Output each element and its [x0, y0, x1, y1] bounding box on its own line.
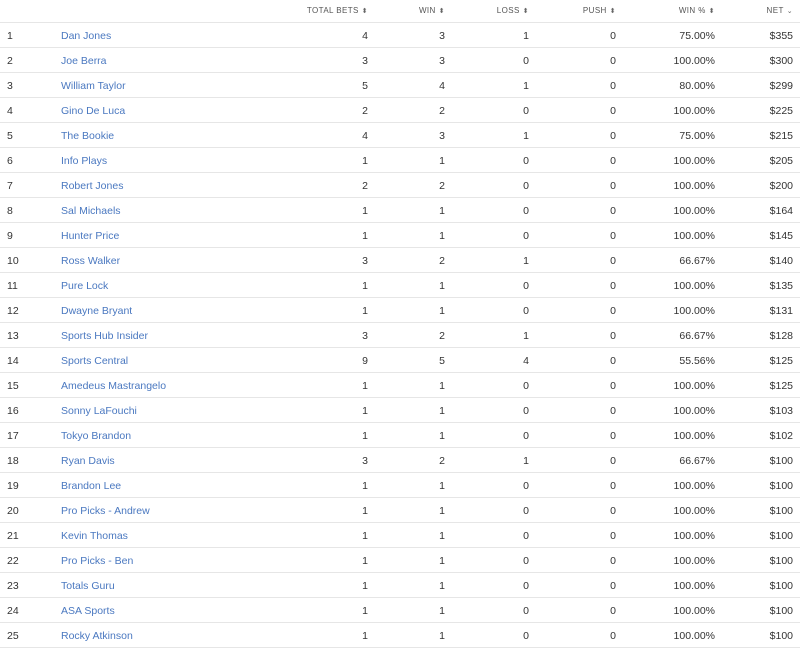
- win-cell: 1: [439, 155, 445, 167]
- tipster-name-link[interactable]: Ryan Davis: [61, 455, 115, 467]
- win-cell: 3: [439, 30, 445, 42]
- win-cell: 1: [439, 430, 445, 442]
- rank-cell: 23: [7, 580, 19, 592]
- tipster-name-link[interactable]: Sports Hub Insider: [61, 330, 148, 342]
- total-bets-cell: 3: [362, 55, 368, 67]
- win-pct-cell: 66.67%: [679, 255, 715, 267]
- push-cell: 0: [610, 155, 616, 167]
- table-row[interactable]: [0, 123, 800, 148]
- win-pct-cell: 100.00%: [673, 530, 715, 542]
- win-cell: 2: [439, 330, 445, 342]
- sort-icon: ⬍: [522, 8, 529, 15]
- total-bets-cell: 1: [362, 580, 368, 592]
- win-pct-cell: 100.00%: [673, 230, 715, 242]
- win-pct-cell: 55.56%: [679, 355, 715, 367]
- net-cell: $125: [769, 380, 793, 392]
- win-pct-cell: 75.00%: [679, 130, 715, 142]
- tipster-name-link[interactable]: Rocky Atkinson: [61, 630, 133, 642]
- table-row[interactable]: [0, 448, 800, 473]
- win-cell: 5: [439, 355, 445, 367]
- push-cell: 0: [610, 430, 616, 442]
- push-cell: 0: [610, 480, 616, 492]
- rank-cell: 20: [7, 505, 19, 517]
- push-cell: 0: [610, 230, 616, 242]
- column-header-label: WIN: [418, 6, 436, 15]
- table-row[interactable]: [0, 273, 800, 298]
- loss-cell: 0: [523, 530, 529, 542]
- net-cell: $164: [769, 205, 793, 217]
- push-cell: 0: [610, 505, 616, 517]
- push-cell: 0: [610, 630, 616, 642]
- net-cell: $100: [769, 555, 793, 567]
- win-cell: 1: [439, 505, 445, 517]
- total-bets-cell: 1: [362, 555, 368, 567]
- total-bets-cell: 2: [362, 105, 368, 117]
- total-bets-cell: 1: [362, 480, 368, 492]
- push-cell: 0: [610, 30, 616, 42]
- win-cell: 1: [439, 605, 445, 617]
- column-header-total-bets[interactable]: [307, 6, 368, 15]
- win-cell: 1: [439, 480, 445, 492]
- loss-cell: 0: [523, 555, 529, 567]
- total-bets-cell: 4: [362, 130, 368, 142]
- total-bets-cell: 1: [362, 205, 368, 217]
- total-bets-cell: 1: [362, 230, 368, 242]
- net-cell: $145: [769, 230, 793, 242]
- table-row[interactable]: [0, 548, 800, 573]
- table-row[interactable]: [0, 173, 800, 198]
- tipster-name-link[interactable]: Info Plays: [61, 155, 108, 167]
- rank-cell: 19: [7, 480, 19, 492]
- table-row[interactable]: [0, 498, 800, 523]
- tipster-name-link[interactable]: Pro Picks - Ben: [61, 555, 134, 567]
- win-pct-cell: 100.00%: [673, 480, 715, 492]
- table-row[interactable]: [0, 298, 800, 323]
- loss-cell: 0: [523, 380, 529, 392]
- rank-cell: 9: [7, 230, 13, 242]
- net-cell: $125: [769, 355, 793, 367]
- table-row[interactable]: [0, 398, 800, 423]
- win-cell: 2: [439, 255, 445, 267]
- rank-cell: 1: [7, 30, 13, 42]
- rank-cell: 12: [7, 305, 19, 317]
- loss-cell: 0: [523, 430, 529, 442]
- win-cell: 1: [439, 380, 445, 392]
- win-pct-cell: 100.00%: [673, 605, 715, 617]
- rank-cell: 22: [7, 555, 19, 567]
- win-pct-cell: 66.67%: [679, 455, 715, 467]
- push-cell: 0: [610, 580, 616, 592]
- total-bets-cell: 1: [362, 155, 368, 167]
- net-cell: $135: [769, 280, 793, 292]
- net-cell: $100: [769, 505, 793, 517]
- loss-cell: 1: [523, 255, 529, 267]
- win-pct-cell: 66.67%: [679, 330, 715, 342]
- net-cell: $299: [769, 80, 793, 92]
- column-header-loss[interactable]: [497, 6, 529, 15]
- win-cell: 1: [439, 630, 445, 642]
- loss-cell: 4: [523, 355, 529, 367]
- win-pct-cell: 100.00%: [673, 580, 715, 592]
- tipster-name-link[interactable]: Joe Berra: [61, 55, 107, 67]
- rank-cell: 4: [7, 105, 13, 117]
- win-pct-cell: 100.00%: [673, 280, 715, 292]
- column-header-win-pct[interactable]: [679, 6, 715, 15]
- sort-desc-icon: ⌄: [786, 8, 793, 15]
- net-cell: $131: [769, 305, 793, 317]
- total-bets-cell: 3: [362, 455, 368, 467]
- tipster-name-link[interactable]: Brandon Lee: [61, 480, 122, 492]
- win-pct-cell: 100.00%: [673, 205, 715, 217]
- rank-cell: 24: [7, 605, 19, 617]
- net-cell: $100: [769, 605, 793, 617]
- column-header-push[interactable]: [583, 6, 616, 15]
- table-row[interactable]: [0, 98, 800, 123]
- rank-cell: 2: [7, 55, 13, 67]
- rank-cell: 18: [7, 455, 19, 467]
- sort-icon: ⬍: [708, 8, 715, 15]
- table-row[interactable]: [0, 323, 800, 348]
- net-cell: $140: [769, 255, 793, 267]
- net-cell: $100: [769, 630, 793, 642]
- net-cell: $100: [769, 455, 793, 467]
- total-bets-cell: 3: [362, 330, 368, 342]
- column-header-net[interactable]: [767, 6, 793, 15]
- net-cell: $100: [769, 530, 793, 542]
- tipster-name-link[interactable]: Dan Jones: [61, 30, 112, 42]
- push-cell: 0: [610, 555, 616, 567]
- total-bets-cell: 1: [362, 380, 368, 392]
- win-pct-cell: 80.00%: [679, 80, 715, 92]
- rank-cell: 13: [7, 330, 19, 342]
- win-pct-cell: 100.00%: [673, 380, 715, 392]
- tipster-name-link[interactable]: The Bookie: [61, 130, 115, 142]
- push-cell: 0: [610, 380, 616, 392]
- push-cell: 0: [610, 280, 616, 292]
- win-cell: 2: [439, 455, 445, 467]
- loss-cell: 0: [523, 580, 529, 592]
- loss-cell: 0: [523, 180, 529, 192]
- table-row[interactable]: [0, 248, 800, 273]
- table-row[interactable]: [0, 223, 800, 248]
- tipster-name-link[interactable]: Dwayne Bryant: [61, 305, 133, 317]
- loss-cell: 0: [523, 155, 529, 167]
- win-pct-cell: 100.00%: [673, 555, 715, 567]
- total-bets-cell: 2: [362, 180, 368, 192]
- tipster-name-link[interactable]: Kevin Thomas: [61, 530, 128, 542]
- table-row[interactable]: [0, 148, 800, 173]
- win-pct-cell: 75.00%: [679, 30, 715, 42]
- column-header-label: PUSH: [582, 6, 607, 15]
- net-cell: $100: [769, 580, 793, 592]
- tipster-name-link[interactable]: Gino De Luca: [61, 105, 126, 117]
- table-row[interactable]: [0, 523, 800, 548]
- sort-icon: ⬍: [361, 8, 368, 15]
- rank-cell: 7: [7, 180, 13, 192]
- tipster-name-link[interactable]: Pro Picks - Andrew: [61, 505, 150, 517]
- tipster-name-link[interactable]: Tokyo Brandon: [61, 430, 132, 442]
- column-header-label: TOTAL BETS: [306, 6, 359, 15]
- column-header-label: NET: [766, 6, 784, 15]
- win-cell: 1: [439, 405, 445, 417]
- net-cell: $128: [769, 330, 793, 342]
- table-row[interactable]: [0, 598, 800, 623]
- table-row[interactable]: [0, 373, 800, 398]
- push-cell: 0: [610, 105, 616, 117]
- table-row[interactable]: [0, 73, 800, 98]
- net-cell: $103: [769, 405, 793, 417]
- sort-icon: ⬍: [438, 8, 445, 15]
- tipster-name-link[interactable]: Pure Lock: [61, 280, 109, 292]
- total-bets-cell: 1: [362, 405, 368, 417]
- rank-cell: 5: [7, 130, 13, 142]
- win-cell: 1: [439, 305, 445, 317]
- loss-cell: 0: [523, 305, 529, 317]
- win-cell: 1: [439, 580, 445, 592]
- total-bets-cell: 1: [362, 505, 368, 517]
- win-pct-cell: 100.00%: [673, 105, 715, 117]
- loss-cell: 0: [523, 280, 529, 292]
- win-pct-cell: 100.00%: [673, 630, 715, 642]
- win-cell: 3: [439, 130, 445, 142]
- push-cell: 0: [610, 605, 616, 617]
- win-pct-cell: 100.00%: [673, 430, 715, 442]
- net-cell: $225: [769, 105, 793, 117]
- tipster-name-link[interactable]: William Taylor: [61, 80, 126, 92]
- loss-cell: 0: [523, 105, 529, 117]
- rank-cell: 25: [7, 630, 19, 642]
- loss-cell: 0: [523, 230, 529, 242]
- table-row[interactable]: [0, 423, 800, 448]
- push-cell: 0: [610, 255, 616, 267]
- table-header: [0, 0, 800, 23]
- total-bets-cell: 5: [362, 80, 368, 92]
- rank-cell: 6: [7, 155, 13, 167]
- push-cell: 0: [610, 205, 616, 217]
- win-pct-cell: 100.00%: [673, 155, 715, 167]
- table-row[interactable]: [0, 573, 800, 598]
- table-row[interactable]: [0, 348, 800, 373]
- rank-cell: 16: [7, 405, 19, 417]
- loss-cell: 1: [523, 455, 529, 467]
- win-pct-cell: 100.00%: [673, 180, 715, 192]
- rank-cell: 21: [7, 530, 19, 542]
- win-cell: 1: [439, 230, 445, 242]
- push-cell: 0: [610, 305, 616, 317]
- rank-cell: 15: [7, 380, 19, 392]
- win-cell: 2: [439, 105, 445, 117]
- net-cell: $215: [769, 130, 793, 142]
- tipster-name-link[interactable]: Sonny LaFouchi: [61, 405, 137, 417]
- loss-cell: 0: [523, 405, 529, 417]
- push-cell: 0: [610, 530, 616, 542]
- win-cell: 2: [439, 180, 445, 192]
- win-pct-cell: 100.00%: [673, 405, 715, 417]
- push-cell: 0: [610, 55, 616, 67]
- total-bets-cell: 1: [362, 530, 368, 542]
- total-bets-cell: 1: [362, 305, 368, 317]
- rank-cell: 3: [7, 80, 13, 92]
- table-row[interactable]: [0, 48, 800, 73]
- table-row[interactable]: [0, 623, 800, 648]
- rank-cell: 10: [7, 255, 19, 267]
- loss-cell: 1: [523, 330, 529, 342]
- loss-cell: 0: [523, 480, 529, 492]
- net-cell: $102: [769, 430, 793, 442]
- loss-cell: 1: [523, 130, 529, 142]
- loss-cell: 0: [523, 505, 529, 517]
- loss-cell: 0: [523, 630, 529, 642]
- win-cell: 1: [439, 205, 445, 217]
- total-bets-cell: 1: [362, 605, 368, 617]
- column-header-label: LOSS: [496, 6, 520, 15]
- push-cell: 0: [610, 355, 616, 367]
- push-cell: 0: [610, 405, 616, 417]
- rank-cell: 8: [7, 205, 13, 217]
- rank-cell: 14: [7, 355, 19, 367]
- total-bets-cell: 1: [362, 430, 368, 442]
- win-pct-cell: 100.00%: [673, 55, 715, 67]
- win-cell: 1: [439, 555, 445, 567]
- win-pct-cell: 100.00%: [673, 305, 715, 317]
- table-row[interactable]: [0, 473, 800, 498]
- loss-cell: 1: [523, 30, 529, 42]
- net-cell: $100: [769, 480, 793, 492]
- win-cell: 4: [439, 80, 445, 92]
- win-cell: 3: [439, 55, 445, 67]
- table-body: [0, 23, 800, 648]
- column-header-win[interactable]: [419, 6, 445, 15]
- loss-cell: 0: [523, 205, 529, 217]
- total-bets-cell: 3: [362, 255, 368, 267]
- push-cell: 0: [610, 330, 616, 342]
- tipster-name-link[interactable]: Amedeus Mastrangelo: [61, 380, 167, 392]
- tipster-name-link[interactable]: Sal Michaels: [61, 205, 121, 217]
- win-cell: 1: [439, 530, 445, 542]
- loss-cell: 0: [523, 605, 529, 617]
- loss-cell: 0: [523, 55, 529, 67]
- win-cell: 1: [439, 280, 445, 292]
- tipster-name-link[interactable]: ASA Sports: [61, 605, 115, 617]
- tipster-name-link[interactable]: Hunter Price: [61, 230, 120, 242]
- push-cell: 0: [610, 455, 616, 467]
- tipster-name-link[interactable]: Totals Guru: [61, 580, 115, 592]
- push-cell: 0: [610, 180, 616, 192]
- total-bets-cell: 9: [362, 355, 368, 367]
- net-cell: $300: [769, 55, 793, 67]
- sort-icon: ⬍: [609, 8, 616, 15]
- push-cell: 0: [610, 130, 616, 142]
- win-pct-cell: 100.00%: [673, 505, 715, 517]
- tipster-name-link[interactable]: Ross Walker: [61, 255, 121, 267]
- net-cell: $355: [769, 30, 793, 42]
- rank-cell: 11: [7, 280, 18, 292]
- table-row[interactable]: [0, 23, 800, 48]
- loss-cell: 1: [523, 80, 529, 92]
- total-bets-cell: 4: [362, 30, 368, 42]
- tipster-name-link[interactable]: Robert Jones: [61, 180, 124, 192]
- tipster-name-link[interactable]: Sports Central: [61, 355, 129, 367]
- net-cell: $200: [769, 180, 793, 192]
- total-bets-cell: 1: [362, 630, 368, 642]
- rank-cell: 17: [7, 430, 19, 442]
- push-cell: 0: [610, 80, 616, 92]
- total-bets-cell: 1: [362, 280, 368, 292]
- table-row[interactable]: [0, 198, 800, 223]
- net-cell: $205: [769, 155, 793, 167]
- column-header-label: WIN %: [678, 6, 706, 15]
